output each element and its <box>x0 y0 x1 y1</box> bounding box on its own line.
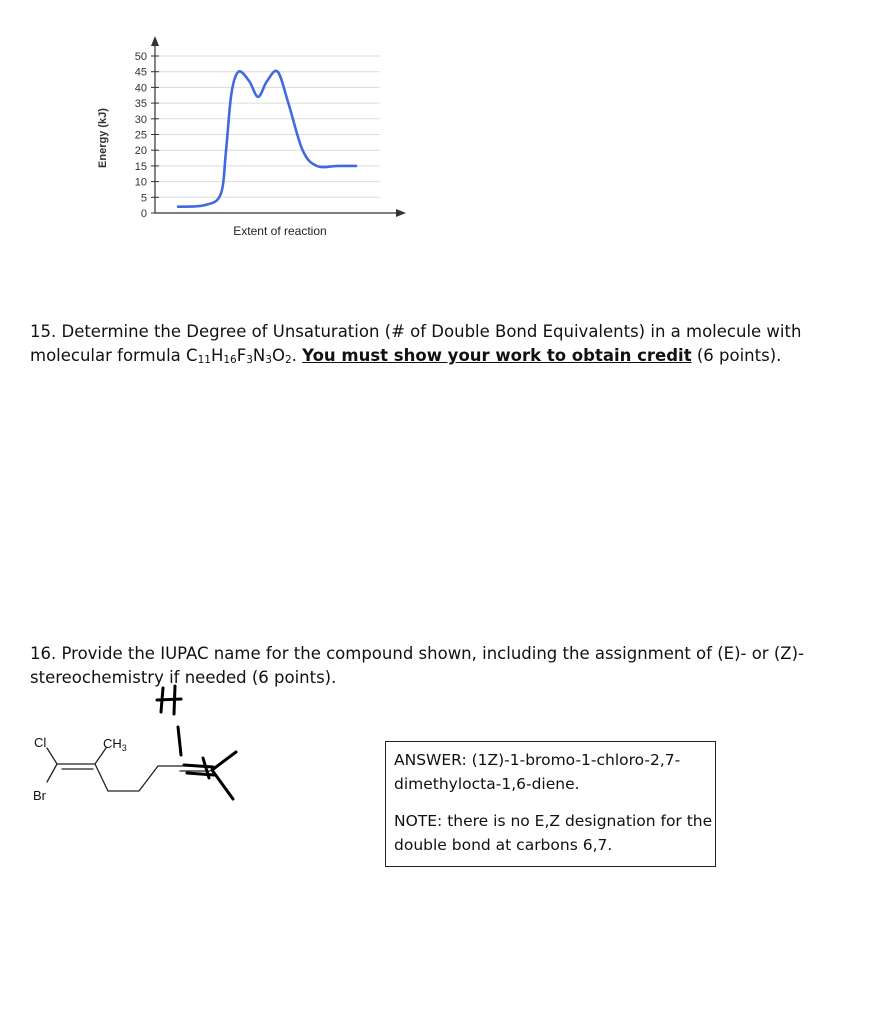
ch3-label: $CH_3$ <box>103 736 127 753</box>
question-15: 15. Determine the Degree of Unsaturation (# of Double Bond Equivalents) in a molecule with molecular formula $C_{11}H_{16}F_3N_3O_2$. You must show your work to obtain credit (6 points). <box>30 322 802 366</box>
y-tick-label: 50 <box>134 51 147 63</box>
y-axis-label: Energy (kJ) <box>97 108 109 168</box>
y-tick-label: 25 <box>134 129 147 142</box>
y-tick-label: 20 <box>134 145 147 158</box>
y-tick-label: 10 <box>134 176 147 189</box>
q15-suffix: (6 points). <box>691 346 782 365</box>
x-axis-label: Extent of reaction <box>233 224 327 238</box>
y-tick-label: 35 <box>134 98 147 111</box>
y-tick-label: 15 <box>134 160 147 173</box>
cl-label: Cl <box>34 735 47 750</box>
answer-note: NOTE: there is no E,Z designation for the double bond at carbons 6,7. <box>394 812 713 854</box>
q15-emphasis: You must show your work to obtain credit <box>302 346 692 365</box>
y-tick-label: 5 <box>140 192 147 205</box>
y-tick-label: 45 <box>134 66 147 79</box>
br-label: Br <box>33 788 46 803</box>
y-tick-label: 30 <box>134 113 147 126</box>
y-tick-label: 0 <box>140 208 147 220</box>
answer-text: ANSWER: (1Z)-1-bromo-1-chloro-2,7-dimethylocta-1,6-diene. <box>394 751 681 793</box>
q16-line1: 16. Provide the IUPAC name for the compound shown, including the assignment of (E)- or (Z)- <box>30 644 804 663</box>
handwritten-h <box>157 686 181 714</box>
handwritten-annotation <box>157 686 236 799</box>
q15-prefix: 15. Determine the Degree of Unsaturation (# of Double Bond Equivalents) in a molecule with molecular formula <box>30 322 802 365</box>
y-tick-label: 40 <box>134 82 147 95</box>
q15-formula: $C_{11}H_{16}F_3N_3O_2$ <box>186 346 292 366</box>
answer-box <box>385 741 716 867</box>
q16-line2: stereochemistry if needed (6 points). <box>30 668 337 687</box>
